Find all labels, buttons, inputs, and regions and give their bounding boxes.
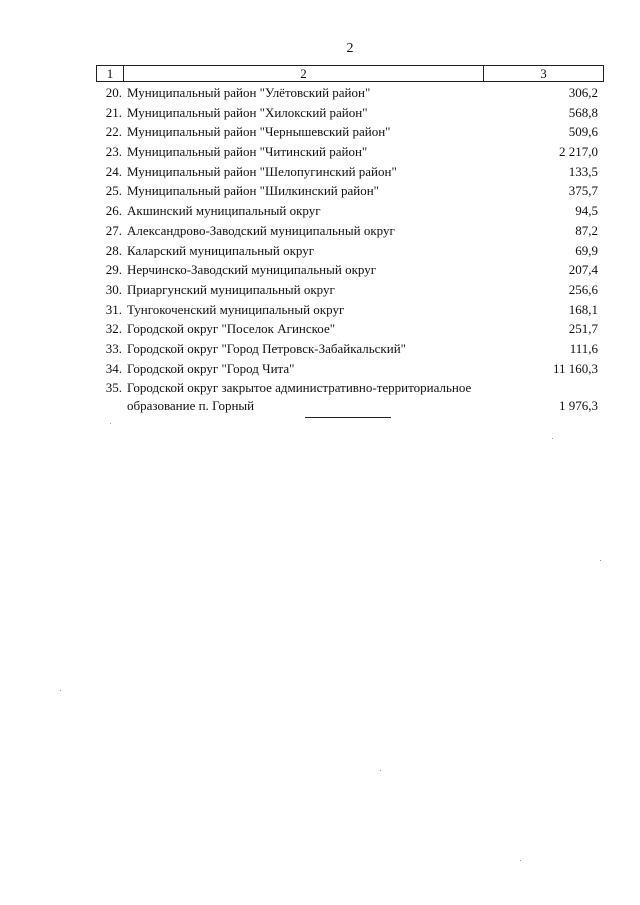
row-value: 251,7 xyxy=(568,321,598,337)
row-value: 207,4 xyxy=(568,262,598,278)
scan-speck xyxy=(600,560,601,561)
scan-speck xyxy=(520,860,521,861)
row-value: 568,8 xyxy=(568,104,598,120)
row-value: 306,2 xyxy=(568,85,598,100)
table-row xyxy=(96,163,602,183)
row-number: 23. xyxy=(105,144,122,160)
row-name: Тунгокоченский муниципальный округ xyxy=(127,301,345,317)
row-value: 1 976,3 xyxy=(559,398,598,414)
row-name: Городской округ закрытое административно-территориальное образование п. Горный xyxy=(127,380,472,414)
table-row xyxy=(96,123,602,143)
table-row xyxy=(96,320,602,340)
row-name: Муниципальный район "Шилкинский район" xyxy=(127,183,379,199)
header-col-3: 3 xyxy=(484,66,604,82)
row-name: Городской округ "Город Петровск-Забайкальский" xyxy=(127,340,406,356)
page-number: 2 xyxy=(346,41,354,56)
table-header xyxy=(96,65,604,82)
row-number: 26. xyxy=(105,203,122,219)
table-row xyxy=(96,301,602,321)
table-body xyxy=(96,84,602,417)
row-value: 2 217,0 xyxy=(559,144,598,160)
row-name: Каларский муниципальный округ xyxy=(127,242,315,258)
row-name: Акшинский муниципальный округ xyxy=(127,203,321,219)
row-value: 133,5 xyxy=(568,163,598,179)
table-row xyxy=(96,202,602,222)
row-number: 28. xyxy=(105,242,122,258)
table-row xyxy=(96,182,602,202)
table-row xyxy=(96,143,602,163)
end-of-table-rule xyxy=(305,417,391,418)
row-number: 29. xyxy=(105,262,122,278)
row-value: 94,5 xyxy=(575,203,598,219)
header-col-2: 2 xyxy=(124,66,484,82)
row-name: Городской округ "Город Чита" xyxy=(127,360,295,376)
row-number: 24. xyxy=(105,163,122,179)
table-row xyxy=(96,222,602,242)
row-number: 31. xyxy=(105,301,122,317)
row-number: 25. xyxy=(105,183,122,199)
row-name: Городской округ "Поселок Агинское" xyxy=(127,321,336,337)
row-number: 30. xyxy=(105,281,122,297)
row-name: Муниципальный район "Шелопугинский район" xyxy=(127,163,397,179)
table-row xyxy=(96,379,602,417)
row-value: 69,9 xyxy=(575,242,598,258)
scan-speck xyxy=(110,423,111,424)
table-row xyxy=(96,340,602,360)
table-row xyxy=(96,281,602,301)
row-value: 509,6 xyxy=(568,124,598,140)
row-number: 20. xyxy=(105,85,122,100)
table-header-row xyxy=(97,66,604,82)
row-number: 32. xyxy=(105,321,122,337)
table-row xyxy=(96,84,602,104)
row-number: 35. xyxy=(105,380,122,396)
table-row xyxy=(96,261,602,281)
table-row xyxy=(96,360,602,380)
row-value: 256,6 xyxy=(568,281,598,297)
row-name: Александрово-Заводский муниципальный округ xyxy=(127,222,395,238)
row-value: 168,1 xyxy=(568,301,598,317)
scan-speck xyxy=(552,438,553,439)
row-number: 27. xyxy=(105,222,122,238)
row-value: 375,7 xyxy=(568,183,598,199)
row-name: Муниципальный район "Читинский район" xyxy=(127,144,368,160)
row-number: 21. xyxy=(105,104,122,120)
row-value: 111,6 xyxy=(569,340,598,356)
scan-speck xyxy=(60,690,61,691)
scan-speck xyxy=(380,770,381,771)
row-name: Муниципальный район "Хилокский район" xyxy=(127,104,368,120)
table-row xyxy=(96,104,602,124)
row-name: Нерчинско-Заводский муниципальный округ xyxy=(127,262,377,278)
row-number: 34. xyxy=(105,360,122,376)
row-name: Приаргунский муниципальный округ xyxy=(127,281,335,297)
row-value: 87,2 xyxy=(575,222,598,238)
row-number: 33. xyxy=(105,340,122,356)
header-col-1: 1 xyxy=(97,66,124,82)
row-value: 11 160,3 xyxy=(552,360,598,376)
row-number: 22. xyxy=(105,124,122,140)
row-name: Муниципальный район "Чернышевский район" xyxy=(127,124,391,140)
row-name: Муниципальный район "Улётовский район" xyxy=(127,85,371,100)
table-row xyxy=(96,242,602,262)
